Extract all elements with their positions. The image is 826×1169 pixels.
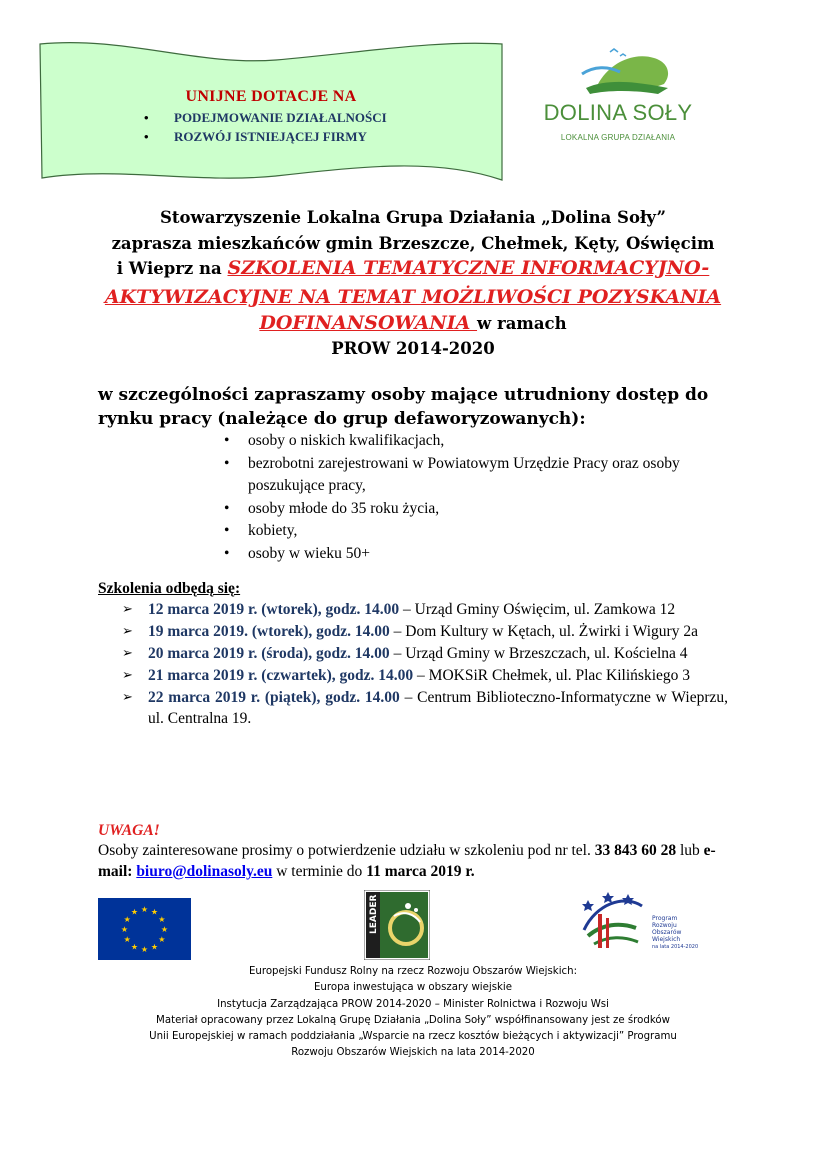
leader-logo (364, 890, 430, 960)
banner-item: • ROZWÓJ ISTNIEJĄCEJ FIRMY (144, 127, 387, 146)
training-title-part-2: AKTYWIZACYJNE NA TEMAT MOŻLIWOŚCI POZYSKANIA (104, 286, 722, 308)
leader-text: LEADER (369, 894, 379, 934)
eu-star-icon: ★ (140, 945, 149, 954)
email-link[interactable]: biuro@dolinasoly.eu (136, 862, 273, 880)
trainings-list (122, 600, 728, 731)
eu-star-icon: ★ (150, 907, 159, 917)
contact-phone: 33 843 60 28 (594, 842, 677, 859)
training-item (122, 622, 728, 643)
banner (36, 38, 506, 188)
training-date: 22 marca 2019 r. (piątek), godz. 14.00 (148, 689, 400, 706)
footer-line: Rozwoju Obszarów Wiejskich na lata 2014-2020 (291, 1047, 535, 1059)
eu-flag-icon (98, 898, 191, 960)
deadline: 11 marca 2019 r. (366, 862, 475, 880)
eu-star-icon: ★ (158, 915, 166, 924)
notice-text-3: w terminie do (272, 862, 367, 880)
notice-text-2: lub (676, 842, 704, 859)
audience-item: • osoby w wieku 50+ (222, 543, 732, 566)
header-line-2: zaprasza mieszkańców gmin Brzeszcze, Chełmek, Kęty, Oświęcim (111, 234, 715, 253)
training-item (122, 644, 728, 665)
training-title-part-3: DOFINANSOWANIA (259, 312, 478, 334)
eu-star-icon: ★ (130, 942, 139, 952)
eu-star-icon: ★ (150, 942, 159, 952)
training-place: – Centrum Biblioteczno-Informatyczne w Wieprzu, ul. Centralna 19. (148, 689, 728, 727)
logo-name: DOLINA SOŁY (543, 100, 693, 125)
eu-star-icon: ★ (123, 935, 131, 944)
training-title-part-1: SZKOLENIA TEMATYCZNE INFORMACYJNO- (227, 257, 710, 279)
audience-item: • bezrobotni zarejestrowani w Powiatowym Urzędzie Pracy oraz osoby poszukujące pracy, (222, 453, 732, 498)
audience-item: • osoby młode do 35 roku życia, (222, 498, 732, 521)
training-place: – Dom Kultury w Kętach, ul. Żwirki i Wigury 2a (389, 623, 698, 640)
audience-item: • kobiety, (222, 520, 732, 543)
email-label: e-mail: (98, 842, 716, 880)
training-date: 19 marca 2019. (wtorek), godz. 14.00 (148, 623, 390, 640)
dolina-soly-logo (538, 44, 698, 154)
header-line-3-prefix: i Wieprz na (116, 259, 228, 278)
program-name: PROW 2014-2020 (331, 339, 495, 358)
prow-text-line: Wiejskich (652, 936, 681, 943)
audience-intro-line-1: w szczególności zapraszamy osoby mające utrudniony dostęp do (98, 385, 709, 405)
eu-star-icon: ★ (130, 907, 139, 917)
notice-text (98, 841, 730, 882)
logo-subtitle: LOKALNA GRUPA DZIAŁANIA (560, 133, 676, 142)
training-place: – MOKSiR Chełmek, ul. Plac Kilińskiego 3 (413, 667, 691, 684)
notice-text-1: Osoby zainteresowane prosimy o potwierdzenie udziału w szkoleniu pod nr tel. (98, 842, 595, 859)
training-item (122, 666, 728, 687)
footer-line: Europa inwestująca w obszary wiejskie (313, 982, 513, 994)
banner-title: UNIJNE DOTACJE NA (185, 88, 357, 105)
prow-text-line: Program (652, 915, 678, 922)
eu-star-icon: ★ (123, 915, 131, 924)
audience-intro-line-2: rynku pracy (należące do grup defaworyzowanych): (98, 409, 586, 429)
audience-item: • osoby o niskich kwalifikacjach, (222, 430, 732, 453)
eu-star-icon: ★ (160, 925, 169, 934)
header-line-3 (60, 257, 766, 279)
training-date: 21 marca 2019 r. (czwartek), godz. 14.00 (148, 667, 414, 684)
audience-list (222, 430, 732, 565)
banner-list (144, 108, 387, 146)
prow-logo (574, 884, 704, 964)
training-place: – Urząd Gminy Oświęcim, ul. Zamkowa 12 (399, 601, 676, 618)
training-place: – Urząd Gminy w Brzeszczach, ul. Kościelna 4 (389, 645, 688, 662)
training-item (122, 688, 728, 729)
hills-icon (538, 44, 698, 100)
footer-line: Instytucja Zarządzająca PROW 2014-2020 – Minister Rolnictwa i Rozwoju Wsi (217, 998, 609, 1010)
training-item (122, 600, 728, 621)
header-line-5 (60, 312, 766, 334)
header-line-5-suffix: w ramach (477, 314, 567, 333)
prow-text-line: na lata 2014-2020 (652, 944, 699, 950)
prow-text-line: Rozwoju (652, 922, 677, 929)
header-line-4 (60, 286, 766, 308)
eu-star-icon: ★ (158, 935, 166, 944)
footer (60, 964, 766, 1062)
eu-star-icon: ★ (120, 925, 129, 934)
prow-text-line: Obszarów (652, 929, 682, 936)
trainings-heading: Szkolenia odbędą się: (98, 580, 241, 597)
footer-line: Europejski Fundusz Rolny na rzecz Rozwoju Obszarów Wiejskich: (248, 966, 578, 977)
footer-line: Materiał opracowany przez Lokalną Grupę Działania „Dolina Soły” współfinansowany jest ze środków (156, 1014, 670, 1026)
training-date: 12 marca 2019 r. (wtorek), godz. 14.00 (148, 601, 400, 618)
header-line-1: Stowarzyszenie Lokalna Grupa Działania „Dolina Soły” (159, 208, 667, 227)
training-date: 20 marca 2019 r. (środa), godz. 14.00 (148, 645, 390, 662)
eu-star-icon: ★ (140, 905, 149, 914)
banner-item: • PODEJMOWANIE DZIAŁALNOŚCI (144, 108, 387, 127)
notice-label: UWAGA! (98, 822, 160, 839)
footer-line: Unii Europejskiej w ramach poddziałania „Wsparcie na rzecz kosztów bieżących i aktywizacji” Programu (149, 1031, 677, 1043)
audience-intro (98, 383, 738, 431)
